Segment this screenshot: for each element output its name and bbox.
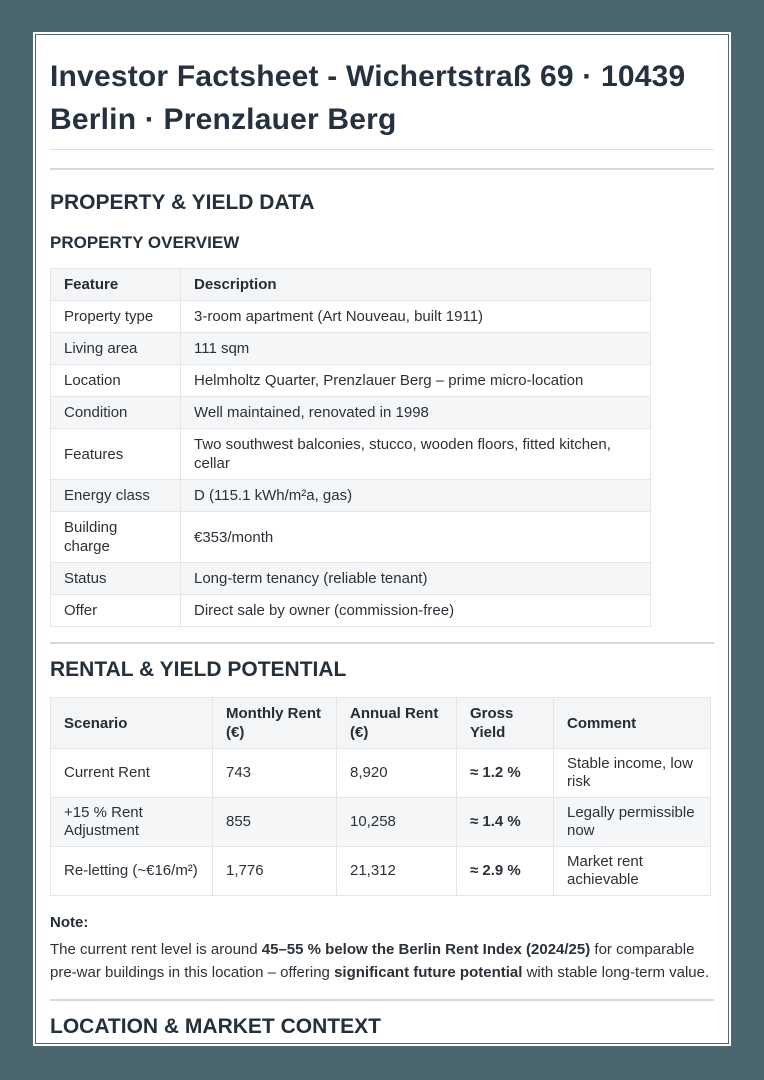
property-overview-table (50, 268, 651, 627)
table-cell-comment: Legally permissible now (554, 798, 711, 847)
column-header-feature: Feature (51, 269, 181, 301)
table-row (51, 397, 651, 429)
table-cell-description: 111 sqm (181, 333, 651, 365)
table-cell-comment: Stable income, low risk (554, 749, 711, 798)
table-cell-description: Two southwest balconies, stucco, wooden floors, fitted kitchen, cellar (181, 429, 651, 480)
table-cell-scenario: Current Rent (51, 749, 213, 798)
table-cell-feature: Location (51, 365, 181, 397)
table-cell-feature: Property type (51, 301, 181, 333)
table-cell-annual-rent: 21,312 (337, 847, 457, 896)
table-cell-description: Helmholtz Quarter, Prenzlauer Berg – prime micro-location (181, 365, 651, 397)
rental-yield-table (50, 697, 711, 896)
note-text-segment: The current rent level is around (50, 941, 262, 958)
document-card (36, 35, 728, 1043)
table-row (51, 847, 711, 896)
table-row (51, 749, 711, 798)
document-title: Investor Factsheet - Wichertstraß 69 · 10439 Berlin · Prenzlauer Berg (50, 55, 714, 150)
table-cell-feature: Status (51, 563, 181, 595)
section-divider (50, 642, 714, 644)
table-row (51, 429, 651, 480)
table-cell-feature: Features (51, 429, 181, 480)
column-header-annual-rent: Annual Rent (€) (337, 698, 457, 749)
note-text-segment: for comparable pre-war buildings in this location – offering (50, 941, 695, 981)
table-row (51, 480, 651, 512)
table-row (51, 301, 651, 333)
column-header-monthly-rent: Monthly Rent (€) (213, 698, 337, 749)
note-bold-segment: significant future potential (334, 964, 523, 981)
title-divider (50, 168, 714, 170)
table-cell-description: Long-term tenancy (reliable tenant) (181, 563, 651, 595)
table-cell-gross-yield: ≈ 1.2 % (457, 749, 554, 798)
column-header-scenario: Scenario (51, 698, 213, 749)
section-divider (50, 999, 714, 1001)
table-cell-feature: Energy class (51, 480, 181, 512)
column-header-comment: Comment (554, 698, 711, 749)
table-cell-comment: Market rent achievable (554, 847, 711, 896)
table-cell-gross-yield: ≈ 1.4 % (457, 798, 554, 847)
table-row (51, 365, 651, 397)
table-row (51, 563, 651, 595)
note-bold-segment: 45–55 % below the Berlin Rent Index (2024/25) (261, 941, 591, 958)
table-cell-description: Well maintained, renovated in 1998 (181, 397, 651, 429)
table-cell-description: €353/month (181, 512, 651, 563)
column-header-description: Description (181, 269, 651, 301)
table-cell-monthly-rent: 743 (213, 749, 337, 798)
column-header-gross-yield: Gross Yield (457, 698, 554, 749)
heading-property-overview: PROPERTY OVERVIEW (50, 233, 240, 252)
table-row (51, 798, 711, 847)
table-cell-feature: Building charge (51, 512, 181, 563)
table-cell-description: 3-room apartment (Art Nouveau, built 1911) (181, 301, 651, 333)
table-cell-annual-rent: 8,920 (337, 749, 457, 798)
table-row (51, 595, 651, 627)
table-cell-monthly-rent: 855 (213, 798, 337, 847)
table-cell-description: Direct sale by owner (commission-free) (181, 595, 651, 627)
table-cell-feature: Offer (51, 595, 181, 627)
table-cell-annual-rent: 10,258 (337, 798, 457, 847)
table-row (51, 333, 651, 365)
heading-location-market-context: LOCATION & MARKET CONTEXT (50, 1015, 381, 1038)
table-cell-monthly-rent: 1,776 (213, 847, 337, 896)
note-label: Note: (50, 914, 89, 931)
note-text-segment: with stable long-term value. (522, 964, 710, 981)
note-paragraph (50, 938, 714, 984)
table-header-row (51, 269, 651, 301)
table-cell-gross-yield: ≈ 2.9 % (457, 847, 554, 896)
heading-property-yield-data: PROPERTY & YIELD DATA (50, 191, 315, 214)
table-cell-feature: Living area (51, 333, 181, 365)
table-row (51, 512, 651, 563)
heading-rental-yield-potential: RENTAL & YIELD POTENTIAL (50, 658, 347, 681)
table-cell-scenario: Re-letting (~€16/m²) (51, 847, 213, 896)
table-cell-feature: Condition (51, 397, 181, 429)
table-cell-scenario: +15 % Rent Adjustment (51, 798, 213, 847)
table-cell-description: D (115.1 kWh/m²a, gas) (181, 480, 651, 512)
table-header-row (51, 698, 711, 749)
